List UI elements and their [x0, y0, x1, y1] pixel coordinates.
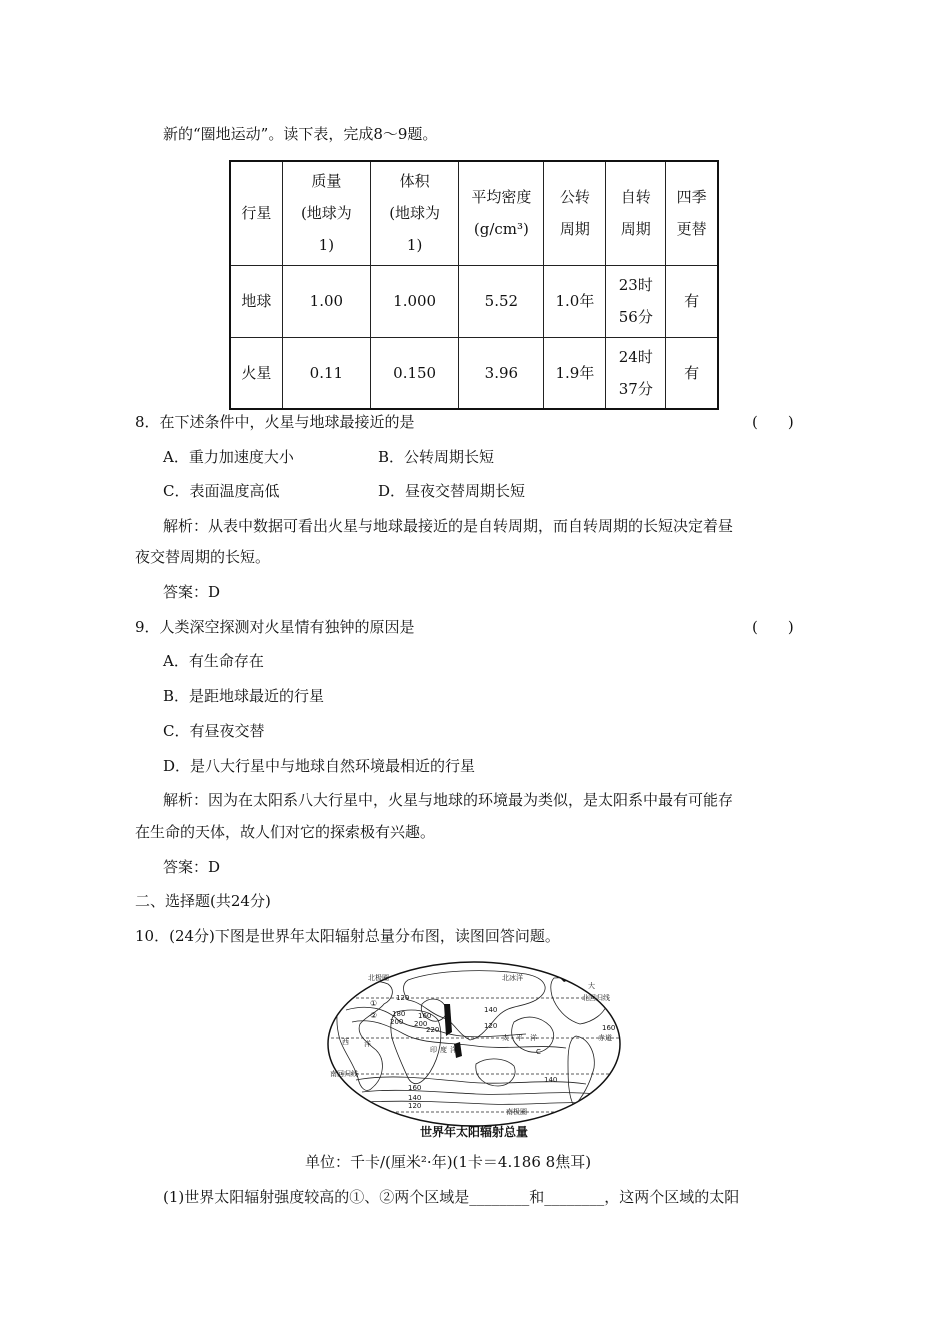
- table-cell: 0.150: [371, 337, 459, 409]
- q8-stem: 8．在下述条件中，火星与地球最接近的是: [135, 413, 415, 431]
- table-header-cell: 行星: [230, 161, 282, 265]
- isoline-value: 140: [544, 1076, 558, 1084]
- isoline-value: 140: [408, 1094, 422, 1102]
- label-tropic-capricorn: 南回归线: [330, 1070, 358, 1078]
- label-pacific-1: 太: [502, 1034, 509, 1042]
- label-tropic-cancer: 北回归线: [582, 994, 610, 1002]
- q8-analysis: 解析：从表中数据可看出火星与地球最接近的是自转周期，而自转周期的长短决定着昼: [163, 517, 734, 535]
- table-cell: 有: [666, 337, 718, 409]
- isoline-value: 160: [418, 1012, 432, 1020]
- table-cell: 23时 56分: [606, 265, 666, 337]
- q9-analysis: 解析：因为在太阳系八大行星中，火星与地球的环境最为类似，是太阳系中最有可能存: [163, 791, 734, 809]
- label-north-polar-circle: 北极圈: [368, 974, 389, 982]
- isoline-value: 140: [484, 1006, 498, 1014]
- isoline-value: 220: [426, 1026, 440, 1034]
- q9-option-d: D．是八大行星中与地球自然环境最相近的行星: [163, 757, 476, 775]
- q8-option-d: D．昼夜交替周期长短: [378, 482, 526, 500]
- q8-option-a: A．重力加速度大小: [163, 448, 294, 466]
- table-cell: 1.000: [371, 265, 459, 337]
- table-cell: 1.0年: [544, 265, 606, 337]
- table-cell: 火星: [230, 337, 282, 409]
- table-header-cell: 四季 更替: [666, 161, 718, 265]
- region-marker-1: ①: [370, 999, 378, 1008]
- table-cell: 有: [666, 265, 718, 337]
- label-arctic-ocean: 北冰洋: [502, 974, 523, 982]
- map-unit-caption: 单位：千卡/(厘米²·年)(1卡＝4.186 8焦耳): [305, 1153, 592, 1171]
- q9-option-a: A．有生命存在: [163, 652, 264, 670]
- label-pacific-3: 洋: [530, 1034, 537, 1042]
- table-header-cell: 平均密度 (g/cm³): [459, 161, 544, 265]
- q8-option-b: B．公转周期长短: [378, 448, 495, 466]
- label-south-polar-circle: 南极圈: [506, 1108, 527, 1116]
- q9-answer: 答案：D: [163, 858, 221, 876]
- isoline-value: 200: [390, 1018, 404, 1026]
- table-cell: 地球: [230, 265, 282, 337]
- table-row: [230, 265, 718, 337]
- label-atlantic-xi: 西: [342, 1038, 349, 1046]
- table-header-cell: 公转 周期: [544, 161, 606, 265]
- q8-answer: 答案：D: [163, 583, 221, 601]
- table-cell: 1.9年: [544, 337, 606, 409]
- q10-stem: 10．(24分)下图是世界年太阳辐射总量分布图，读图回答问题。: [135, 927, 560, 945]
- isoline-value: 120: [484, 1022, 498, 1030]
- isoline-value: 160: [602, 1024, 616, 1032]
- table-cell: 3.96: [459, 337, 544, 409]
- region-marker-2: ②: [370, 1011, 378, 1020]
- q8-option-c: C．表面温度高低: [163, 482, 280, 500]
- label-equator: 赤道: [598, 1034, 612, 1042]
- q8-analysis-cont: 夜交替周期的长短。: [135, 548, 271, 566]
- table-row: [230, 337, 718, 409]
- label-atlantic-da: 大: [588, 982, 595, 990]
- q9-stem: 9．人类深空探测对火星情有独钟的原因是: [135, 618, 415, 636]
- q9-option-b: B．是距地球最近的行星: [163, 687, 325, 705]
- isoline-value: 120: [408, 1102, 422, 1110]
- label-indian-ocean-3: 洋: [450, 1046, 457, 1054]
- intro-text: 新的“圈地运动”。读下表，完成8～9题。: [163, 125, 438, 143]
- q10-sub1: (1)世界太阳辐射强度较高的①、②两个区域是________和________，这两个区域的太阳: [163, 1188, 740, 1206]
- isoline-value: 180: [392, 1010, 406, 1018]
- table-header-cell: 体积 (地球为 1): [371, 161, 459, 265]
- table-cell: 24时 37分: [606, 337, 666, 409]
- q8-answer-bracket: ( ): [752, 413, 794, 431]
- isoline-value: 200: [414, 1020, 428, 1028]
- table-cell: 5.52: [459, 265, 544, 337]
- table-header-cell: 自转 周期: [606, 161, 666, 265]
- q9-analysis-cont: 在生命的天体，故人们对它的探索极有兴趣。: [135, 823, 436, 841]
- region-marker-c: C: [536, 1048, 541, 1056]
- table-cell: 1.00: [282, 265, 370, 337]
- q9-option-c: C．有昼夜交替: [163, 722, 265, 740]
- table-cell: 0.11: [282, 337, 370, 409]
- map-title: 世界年太阳辐射总量: [419, 1125, 528, 1139]
- label-pacific-2: 平: [516, 1034, 523, 1042]
- label-atlantic-yang: 洋: [364, 1040, 371, 1048]
- section-heading: 二、选择题(共24分): [135, 892, 271, 910]
- land-mass-fill: [570, 1108, 574, 1112]
- label-indian-ocean-2: 度: [440, 1046, 447, 1054]
- q9-answer-bracket: ( ): [752, 618, 794, 636]
- label-indian-ocean-1: 印: [430, 1046, 437, 1054]
- table-header-cell: 质量 (地球为 1): [282, 161, 370, 265]
- isoline-value: 120: [396, 994, 410, 1002]
- world-solar-radiation-map: [326, 960, 622, 1128]
- isoline-value: 160: [408, 1084, 422, 1092]
- table-header-row: [230, 161, 718, 265]
- planet-table: [229, 160, 719, 410]
